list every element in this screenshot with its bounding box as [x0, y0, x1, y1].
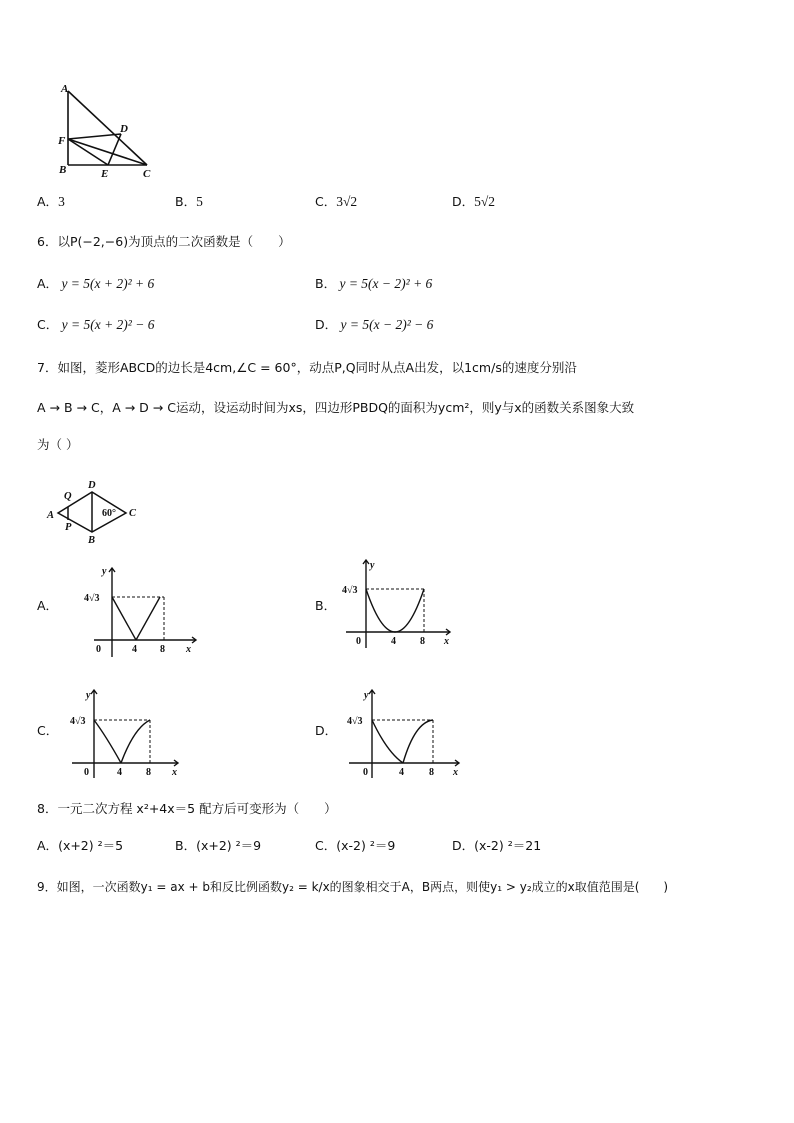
option-text: (x+2) ²＝5 [58, 838, 124, 853]
q5-option-a[interactable] [37, 193, 65, 211]
option-letter: D． [452, 194, 475, 209]
label-e: E [101, 168, 109, 180]
axis-x-label: x [444, 636, 449, 647]
q6-option-c[interactable] [37, 316, 154, 334]
option-letter: B． [175, 194, 197, 209]
option-text: y = 5(x + 2)² + 6 [61, 276, 155, 291]
q6-option-b[interactable] [315, 275, 432, 293]
q8-option-d[interactable] [452, 837, 541, 855]
option-letter: A． [37, 838, 59, 853]
origin-label: 0 [84, 767, 89, 778]
rhombus-figure [44, 478, 144, 544]
q6-stem: 6．以P(−2,−6)为顶点的二次函数是（ ） [37, 234, 291, 249]
tick-8-label: 8 [146, 767, 151, 778]
rhombus-label-p: P [65, 522, 72, 533]
triangle-figure [52, 82, 162, 182]
option-text: (x-2) ²＝21 [474, 838, 542, 853]
tick-8-label: 8 [429, 767, 434, 778]
option-text: y = 5(x − 2)² − 6 [340, 317, 434, 332]
q9-stem: 9．如图，一次函数y₁ = ax + b和反比例函数y₂ = k/x的图象相交于A，B两点，则使y₁ > y₂成立的x取值范围是( ) [37, 880, 669, 894]
ymax-label: 4√3 [84, 593, 100, 604]
q7-stem-line3: 为（ ） [37, 437, 79, 452]
label-d: D [120, 123, 128, 135]
axis-y-label: y [364, 690, 369, 701]
option-letter: B． [175, 838, 197, 853]
q7-option-c-letter[interactable]: C． [37, 723, 59, 738]
option-letter: D． [315, 317, 338, 332]
tick-4-label: 4 [117, 767, 122, 778]
option-text: y = 5(x + 2)² − 6 [61, 317, 155, 332]
axis-x-label: x [172, 767, 177, 778]
q7-option-a-letter[interactable]: A． [37, 598, 59, 613]
ymax-label: 4√3 [347, 716, 363, 727]
option-text: (x+2) ²＝9 [196, 838, 262, 853]
rhombus-label-b: B [88, 535, 96, 544]
q7-graph-b[interactable] [340, 556, 460, 654]
q7-option-d-letter[interactable]: D． [315, 723, 338, 738]
axis-x-label: x [453, 767, 458, 778]
tick-8-label: 8 [420, 636, 425, 647]
q5-option-b[interactable] [175, 193, 203, 211]
q7-graph-c[interactable] [68, 686, 188, 782]
q7-stem-line2: A → B → C，A → D → C运动，设运动时间为xs，四边形PBDQ的面积为ycm²，则y与x的函数关系图象大致 [37, 400, 635, 415]
option-letter: C． [315, 194, 337, 209]
rhombus-angle-label: 60° [102, 508, 116, 519]
rhombus-label-d: D [88, 480, 96, 491]
option-text: y = 5(x − 2)² + 6 [339, 276, 433, 291]
option-text: (x-2) ²＝9 [336, 838, 396, 853]
q5-option-d[interactable] [452, 193, 495, 211]
axis-x-label: x [186, 644, 191, 655]
q8-option-b[interactable] [175, 837, 261, 855]
q7-graph-d[interactable] [345, 686, 467, 782]
label-a: A [61, 83, 69, 95]
option-letter: C． [37, 317, 59, 332]
axis-y-label: y [370, 560, 375, 571]
label-c: C [143, 168, 151, 180]
option-letter: D． [452, 838, 475, 853]
option-text: 3 [58, 194, 65, 209]
option-letter: B． [315, 276, 337, 291]
tick-4-label: 4 [399, 767, 404, 778]
rhombus-label-c: C [129, 508, 137, 519]
q8-option-a[interactable] [37, 837, 123, 855]
axis-y-label: y [86, 690, 91, 701]
q7-graph-a[interactable] [82, 562, 202, 660]
ymax-label: 4√3 [342, 585, 358, 596]
q7-stem-line1: 7．如图，菱形ABCD的边长是4cm,∠C = 60°，动点P,Q同时从点A出发，以1cm/s的速度分别沿 [37, 360, 577, 375]
origin-label: 0 [96, 644, 101, 655]
tick-8-label: 8 [160, 644, 165, 655]
label-b: B [59, 164, 67, 176]
q6-option-a[interactable] [37, 275, 154, 293]
ymax-label: 4√3 [70, 716, 86, 727]
axis-y-label: y [102, 566, 107, 577]
label-f: F [58, 135, 66, 147]
option-text: 5 [196, 194, 203, 209]
q7-option-b-letter[interactable]: B． [315, 598, 337, 613]
q8-option-c[interactable] [315, 837, 395, 855]
origin-label: 0 [363, 767, 368, 778]
tick-4-label: 4 [132, 644, 137, 655]
tick-4-label: 4 [391, 636, 396, 647]
rhombus-label-q: Q [64, 491, 72, 502]
option-text: 5√2 [474, 194, 496, 209]
option-letter: C． [315, 838, 337, 853]
q5-option-c[interactable] [315, 193, 357, 211]
origin-label: 0 [356, 636, 361, 647]
option-text: 3√2 [336, 194, 358, 209]
q6-option-d[interactable] [315, 316, 433, 334]
option-letter: A． [37, 276, 59, 291]
q8-stem: 8．一元二次方程 x²+4x＝5 配方后可变形为（ ） [37, 801, 337, 816]
option-letter: A． [37, 194, 59, 209]
rhombus-label-a: A [47, 510, 55, 521]
